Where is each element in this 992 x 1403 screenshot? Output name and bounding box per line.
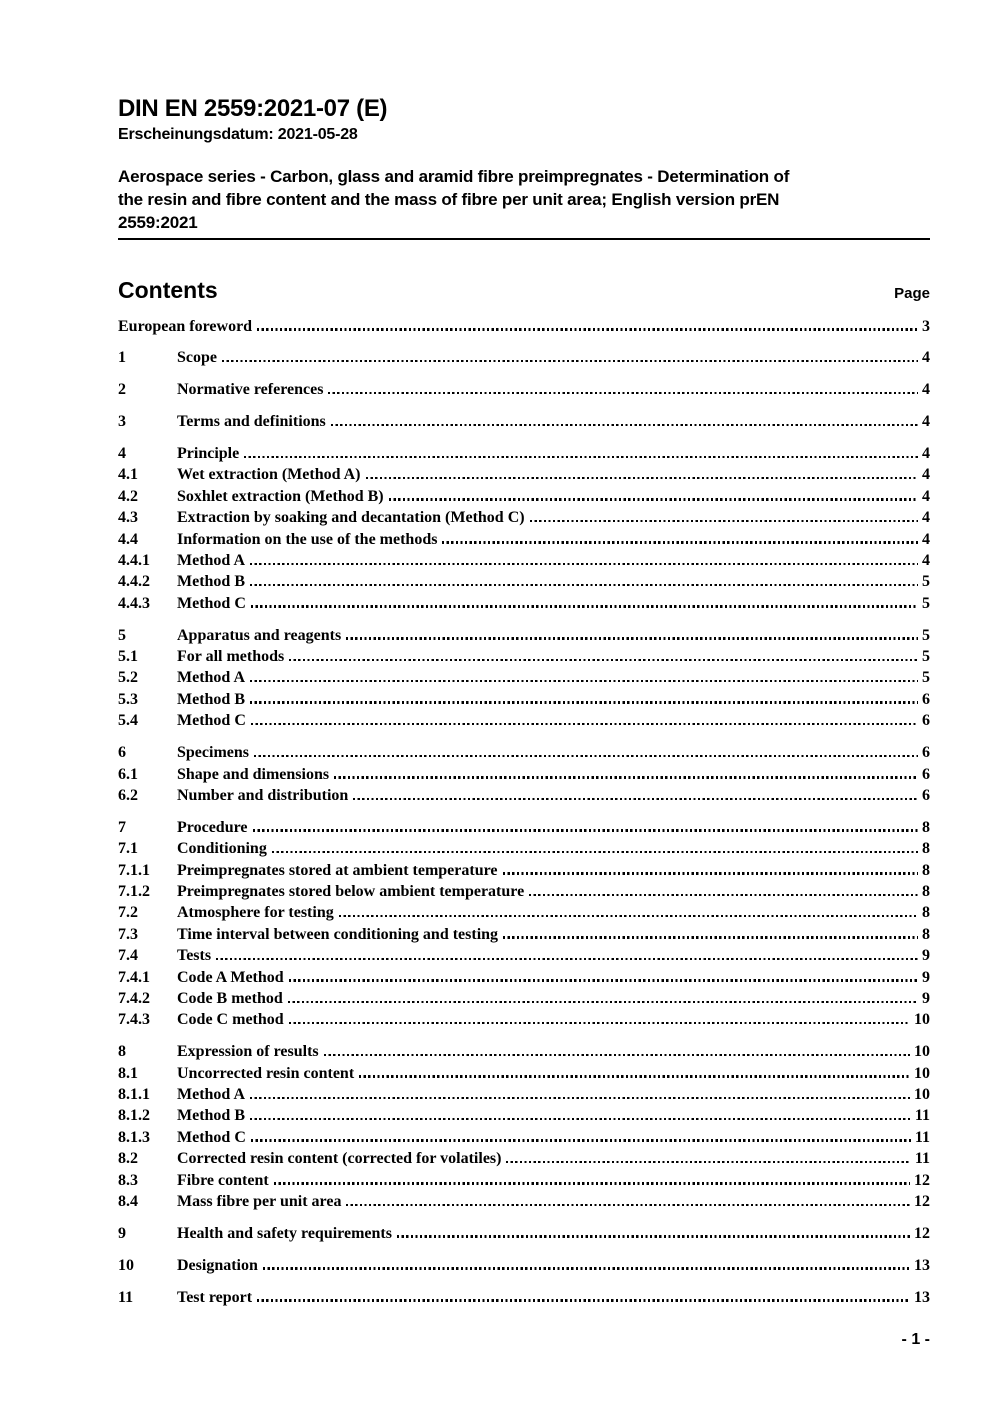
toc-leader-dots [288,1001,918,1003]
toc-leader-dots [529,894,918,896]
toc-entry[interactable] [118,552,930,573]
toc-leader-dots [257,328,918,330]
toc-leader-dots [346,637,918,639]
toc-leader-dots [250,584,918,586]
contents-header-row [118,277,930,307]
toc-entry-label: For all methods [177,648,285,666]
toc-entry[interactable] [118,744,930,765]
toc-entry-label: Code A Method [177,968,284,986]
toc-leader-dots [222,360,918,362]
toc-entry-page: 5 [922,669,930,687]
toc-entry[interactable] [118,840,930,861]
toc-entry-page: 6 [922,765,930,783]
toc-entry-label: Designation [177,1256,258,1274]
toc-entry-label: Apparatus and reagents [177,626,342,644]
toc-entry-page: 3 [922,317,930,335]
toc-entry-label: Test report [177,1288,253,1306]
toc-entry-number: 5.3 [118,690,138,708]
toc-entry-number: 4.4.2 [118,573,150,591]
toc-entry-number: 5.4 [118,712,138,730]
toc-entry-label: Corrected resin content (corrected for volatiles) [177,1150,502,1168]
toc-leader-dots [324,1054,910,1056]
toc-leader-dots [257,1299,910,1301]
toc-leader-dots [250,1118,911,1120]
document-title-line: 2559:2021 [118,213,198,232]
toc-entry[interactable] [118,318,930,339]
toc-entry-page: 8 [922,925,930,943]
toc-entry-page: 10 [914,1011,930,1029]
toc-entry-page: 11 [914,1150,930,1168]
toc-entry[interactable] [118,1086,930,1107]
toc-leader-dots [254,755,918,757]
toc-entry-label: Uncorrected resin content [177,1064,355,1082]
toc-entry-page: 8 [922,882,930,900]
toc-leader-dots [442,541,918,543]
toc-entry-number: 7.2 [118,904,138,922]
toc-entry-page: 8 [922,818,930,836]
toc-entry[interactable] [118,573,930,594]
toc-entry-page: 5 [922,648,930,666]
toc-entry-label: Method A [177,669,245,687]
toc-entry-number: 5.2 [118,669,138,687]
toc-entry-label: European foreword [118,317,253,335]
toc-entry-page: 5 [922,594,930,612]
page-content [118,95,930,1310]
toc-entry-number: 8.1.2 [118,1107,150,1125]
toc-entry[interactable] [118,990,930,1011]
toc-entry-number: 9 [118,1224,126,1242]
toc-leader-dots [253,829,919,831]
toc-entry[interactable] [118,1150,930,1171]
toc-entry[interactable] [118,1289,930,1310]
toc-entry-label: Principle [177,445,240,463]
toc-entry-number: 7.4 [118,947,138,965]
toc-entry-page: 4 [922,552,930,570]
contents-heading: Contents [118,277,218,303]
toc-entry[interactable] [118,1225,930,1246]
toc-entry[interactable] [118,883,930,904]
toc-entry-label: Method B [177,573,245,591]
toc-entry[interactable] [118,445,930,466]
toc-entry-number: 6 [118,744,126,762]
toc-entry-number: 8.3 [118,1171,138,1189]
toc-entry-label: Method B [177,1107,245,1125]
toc-entry[interactable] [118,787,930,808]
toc-entry-page: 12 [914,1171,930,1189]
toc-entry[interactable] [118,926,930,947]
document-title-line: the resin and fibre content and the mass of fibre per unit area; English version prEN [118,190,780,209]
toc-entry-page: 9 [922,968,930,986]
toc-entry-label: Code C method [177,1011,284,1029]
toc-entry-number: 7.4.3 [118,1011,150,1029]
toc-entry[interactable] [118,669,930,690]
toc-entry-label: Preimpregnates stored below ambient temperature [177,882,525,900]
toc-entry-number: 8.2 [118,1150,138,1168]
toc-entry-label: Scope [177,349,217,367]
toc-entry-label: Extraction by soaking and decantation (Method C) [177,509,525,527]
toc-entry-label: Time interval between conditioning and testing [177,925,499,943]
toc-entry-page: 10 [914,1043,930,1061]
toc-entry-page: 11 [914,1128,930,1146]
toc-entry-label: Method C [177,1128,246,1146]
toc-list [118,318,930,1311]
toc-leader-dots [250,680,918,682]
toc-entry[interactable] [118,1193,930,1214]
toc-entry-number: 7.1.1 [118,861,150,879]
toc-entry-number: 1 [118,349,126,367]
toc-leader-dots [244,456,918,458]
toc-entry-page: 6 [922,712,930,730]
document-title [118,165,930,240]
toc-leader-dots [250,563,918,565]
toc-entry-number: 5 [118,626,126,644]
toc-entry[interactable] [118,488,930,509]
toc-entry-number: 4.4.1 [118,552,150,570]
toc-entry[interactable] [118,1129,930,1150]
toc-entry-label: Method C [177,594,246,612]
toc-leader-dots [346,1204,910,1206]
toc-entry[interactable] [118,1257,930,1278]
toc-entry[interactable] [118,595,930,616]
toc-entry-label: Terms and definitions [177,413,326,431]
toc-entry-number: 8.1.1 [118,1086,150,1103]
toc-entry-page: 9 [922,989,930,1007]
toc-entry-page: 13 [914,1288,930,1306]
toc-entry[interactable] [118,1172,930,1193]
toc-entry-number: 8 [118,1043,126,1061]
page-number-footer: - 1 - [901,1331,930,1348]
toc-leader-dots [397,1235,910,1237]
toc-entry-label: Code B method [177,989,283,1007]
toc-entry-page: 5 [922,626,930,644]
toc-leader-dots [334,776,918,778]
toc-entry-page: 4 [922,381,930,399]
toc-entry[interactable] [118,648,930,669]
toc-leader-dots [359,1075,910,1077]
toc-entry-page: 4 [922,509,930,527]
toc-entry-label: Information on the use of the methods [177,530,438,548]
toc-entry[interactable] [118,862,930,883]
toc-entry[interactable] [118,627,930,648]
toc-leader-dots [216,958,918,960]
toc-leader-dots [289,659,918,661]
toc-entry-number: 7.3 [118,925,138,943]
toc-leader-dots [339,915,918,917]
toc-entry-page: 8 [922,840,930,858]
toc-entry-label: Conditioning [177,840,267,858]
toc-entry-number: 4 [118,445,126,463]
toc-entry[interactable] [118,819,930,840]
toc-entry-page: 6 [922,690,930,708]
toc-entry[interactable] [118,466,930,487]
toc-entry[interactable] [118,969,930,990]
toc-entry-number: 4.3 [118,509,138,527]
toc-entry[interactable] [118,691,930,712]
toc-entry-page: 4 [922,349,930,367]
toc-entry-number: 4.4.3 [118,594,150,612]
toc-entry-page: 9 [922,947,930,965]
toc-entry-label: Shape and dimensions [177,765,330,783]
document-title-line: Aerospace series - Carbon, glass and aramid fibre preimpregnates - Determination of [118,167,790,186]
toc-entry[interactable] [118,1043,930,1064]
toc-entry[interactable] [118,712,930,733]
toc-entry-page: 10 [914,1086,930,1103]
toc-entry[interactable] [118,1011,930,1032]
toc-entry-number: 6.1 [118,765,138,783]
toc-entry-number: 4.4 [118,530,138,548]
toc-entry-number: 7.4.2 [118,989,150,1007]
toc-entry-number: 6.2 [118,786,138,804]
toc-entry[interactable] [118,766,930,787]
toc-entry-page: 4 [922,445,930,463]
toc-entry-number: 2 [118,381,126,399]
toc-entry-label: Fibre content [177,1171,269,1189]
toc-entry-number: 7.1 [118,840,138,858]
toc-entry[interactable] [118,947,930,968]
toc-leader-dots [530,520,918,522]
toc-leader-dots [250,701,918,703]
toc-entry-page: 4 [922,466,930,484]
toc-entry[interactable] [118,413,930,434]
toc-entry-number: 11 [118,1288,134,1306]
toc-entry-page: 4 [922,487,930,505]
toc-entry-label: Procedure [177,818,248,836]
toc-entry-label: Health and safety requirements [177,1224,392,1242]
toc-entry-number: 4.2 [118,487,138,505]
toc-entry-label: Method C [177,712,246,730]
toc-leader-dots [274,1182,910,1184]
toc-leader-dots [506,1161,910,1163]
toc-entry-page: 12 [914,1224,930,1242]
toc-entry-page: 6 [922,786,930,804]
toc-entry-label: Soxhlet extraction (Method B) [177,487,384,505]
toc-entry-page: 4 [922,413,930,431]
page-column-label: Page [894,285,930,302]
toc-entry-page: 10 [914,1064,930,1082]
publication-date: Erscheinungsdatum: 2021-05-28 [118,126,358,143]
toc-leader-dots [389,498,918,500]
toc-leader-dots [353,798,918,800]
toc-entry[interactable] [118,531,930,552]
toc-leader-dots [272,851,918,853]
toc-leader-dots [503,872,918,874]
toc-entry-label: Method A [177,552,245,570]
toc-leader-dots [251,723,918,725]
toc-entry[interactable] [118,349,930,370]
toc-leader-dots [263,1267,910,1269]
toc-leader-dots [289,979,918,981]
toc-leader-dots [366,477,918,479]
toc-entry-page: 4 [922,530,930,548]
toc-entry[interactable] [118,1065,930,1086]
toc-entry-number: 8.4 [118,1192,138,1210]
toc-leader-dots [328,392,918,394]
toc-leader-dots [250,1097,910,1099]
toc-entry-page: 8 [922,904,930,922]
toc-leader-dots [331,424,918,426]
toc-entry[interactable] [118,381,930,402]
toc-entry-label: Method B [177,690,245,708]
toc-entry-label: Method A [177,1086,245,1103]
toc-entry-label: Specimens [177,744,249,762]
toc-entry[interactable] [118,904,930,925]
toc-entry-label: Preimpregnates stored at ambient temperature [177,861,498,879]
toc-entry-label: Mass fibre per unit area [177,1192,342,1210]
toc-entry-label: Expression of results [177,1043,319,1061]
toc-entry[interactable] [118,509,930,530]
toc-entry-label: Wet extraction (Method A) [177,466,361,484]
toc-entry-number: 8.1.3 [118,1128,150,1146]
toc-leader-dots [251,605,918,607]
toc-leader-dots [503,936,918,938]
toc-entry-number: 5.1 [118,648,138,666]
toc-entry-label: Number and distribution [177,786,349,804]
toc-entry-number: 4.1 [118,466,138,484]
toc-entry[interactable] [118,1107,930,1128]
toc-entry-page: 12 [914,1192,930,1210]
toc-entry-page: 6 [922,744,930,762]
toc-leader-dots [251,1139,911,1141]
toc-entry-label: Atmosphere for testing [177,904,334,922]
toc-entry-page: 13 [914,1256,930,1274]
toc-entry-page: 5 [922,573,930,591]
toc-entry-label: Tests [177,947,212,965]
document-number: DIN EN 2559:2021-07 (E) [118,95,388,122]
toc-entry-label: Normative references [177,381,324,399]
toc-entry-number: 7 [118,818,126,836]
toc-entry-number: 7.1.2 [118,882,150,900]
toc-entry-number: 10 [118,1256,134,1274]
toc-entry-page: 8 [922,861,930,879]
toc-entry-page: 11 [914,1107,930,1125]
toc-entry-number: 7.4.1 [118,968,150,986]
toc-leader-dots [289,1022,910,1024]
toc-entry-number: 3 [118,413,126,431]
toc-entry-number: 8.1 [118,1064,138,1082]
